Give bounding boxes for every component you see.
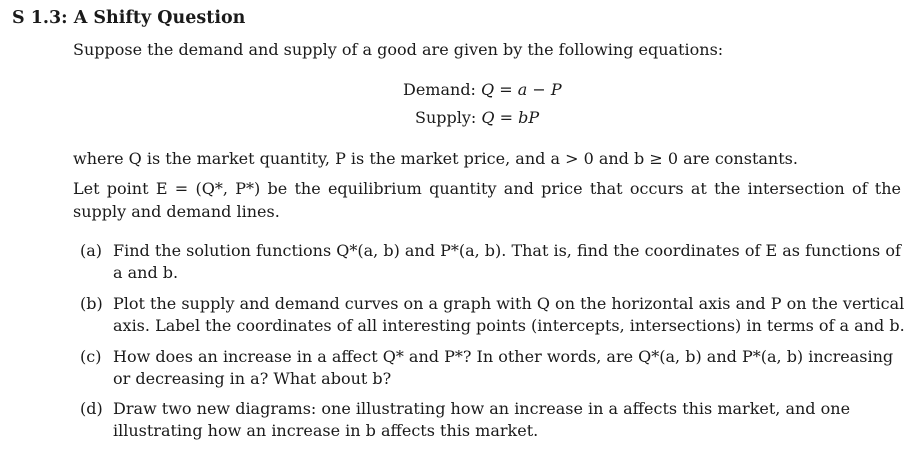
equilibrium-text: Let point E = (Q*, P*) be the equilibrium quantity and price that occurs at the intersection of the supply and demand lines.: [73, 179, 901, 221]
item-label: (b): [80, 294, 103, 313]
item-text: Plot the supply and demand curves on a graph with Q on the horizontal axis and P on the vertical axis. Label the coordinates of all interesting points (intercepts, intersections) in terms of a and b.: [113, 294, 905, 335]
demand-label: Demand:: [403, 80, 476, 99]
item-label: (d): [80, 399, 103, 418]
demand-equation: [403, 80, 562, 99]
question-item-d: [80, 398, 905, 442]
question-item-a: [80, 240, 905, 284]
item-text: Draw two new diagrams: one illustrating how an increase in a affects this market, and one illustrating how an increase in b affects this market.: [113, 399, 851, 440]
problem-heading: S 1.3: A Shifty Question: [12, 8, 246, 28]
item-label: (a): [80, 241, 103, 260]
item-text: Find the solution functions Q*(a, b) and P*(a, b). That is, find the coordinates of E as functions of a and b.: [113, 241, 901, 282]
intro-text: Suppose the demand and supply of a good are given by the following equations:: [73, 40, 724, 59]
item-label: (c): [80, 347, 102, 366]
item-text: How does an increase in a affect Q* and P*? In other words, are Q*(a, b) and P*(a, b) increasing or decreasing in a? What about b?: [113, 347, 894, 388]
supply-label: Supply:: [415, 108, 477, 127]
question-item-c: [80, 346, 905, 390]
definitions-text: where Q is the market quantity, P is the market price, and a > 0 and b ≥ 0 are constants.: [73, 149, 798, 168]
supply-expr: Q = bP: [481, 108, 540, 127]
supply-equation: [415, 108, 539, 127]
demand-expr: Q = a − P: [481, 80, 562, 99]
question-item-b: [80, 293, 905, 337]
